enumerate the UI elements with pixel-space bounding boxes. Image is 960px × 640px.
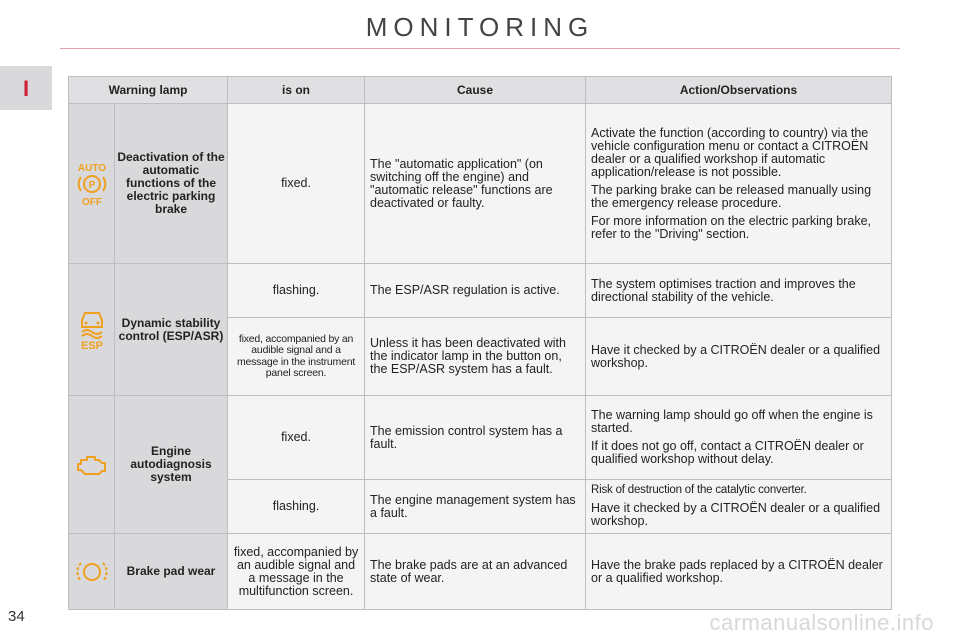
cause-brake-pad: The brake pads are at an advanced state of wear. xyxy=(365,534,586,610)
header-cause: Cause xyxy=(365,77,586,104)
cause-esp-flashing: The ESP/ASR regulation is active. xyxy=(365,264,586,318)
page-number: 34 xyxy=(8,608,25,625)
action-engine-flashing xyxy=(586,480,892,534)
brake-pad-icon xyxy=(69,534,115,610)
table-row xyxy=(69,104,892,264)
is-on-parking-brake: fixed. xyxy=(228,104,365,264)
action-paragraph: Activate the function (according to country) via the vehicle configuration menu or contact a CITROËN dealer or a qualified workshop if automatic application/release is not possible. xyxy=(591,125,869,179)
page-title: MONITORING xyxy=(365,12,595,42)
section-tab-label: I xyxy=(22,76,30,101)
lamp-name-engine: Engine autodiagnosis system xyxy=(115,396,228,534)
table-header-row xyxy=(69,77,892,104)
auto-parking-brake-off-icon xyxy=(69,104,115,264)
esp-icon xyxy=(69,264,115,396)
svg-text:AUTO: AUTO xyxy=(77,162,106,174)
header-is-on: is on xyxy=(228,77,365,104)
lamp-name-esp: Dynamic stability control (ESP/ASR) xyxy=(115,264,228,396)
is-on-brake-pad: fixed, accompanied by an audible signal and a message in the multifunction screen. xyxy=(228,534,365,610)
is-on-esp-flashing: flashing. xyxy=(228,264,365,318)
engine-icon xyxy=(69,396,115,534)
cause-esp-fixed: Unless it has been deactivated with the indicator lamp in the button on, the ESP/ASR system has a fault. xyxy=(365,318,586,396)
table-row xyxy=(69,534,892,610)
header-warning-lamp: Warning lamp xyxy=(69,77,228,104)
action-engine-fixed xyxy=(586,396,892,480)
svg-text:OFF: OFF xyxy=(81,196,102,207)
lamp-name-brake-pad: Brake pad wear xyxy=(115,534,228,610)
action-parking-brake xyxy=(586,104,892,264)
watermark: carmanualsonline.info xyxy=(709,610,934,635)
is-on-esp-fixed: fixed, accompanied by an audible signal and a message in the instrument panel screen. xyxy=(228,318,365,396)
action-paragraph: Have it checked by a CITROËN dealer or a qualified workshop. xyxy=(591,500,881,528)
svg-text:ESP: ESP xyxy=(80,339,103,350)
action-esp-flashing: The system optimises traction and improves the directional stability of the vehicle. xyxy=(586,264,892,318)
action-paragraph: Risk of destruction of the catalytic converter. xyxy=(591,484,807,497)
cause-engine-flashing: The engine management system has a fault. xyxy=(365,480,586,534)
table-row xyxy=(69,396,892,480)
action-paragraph: The parking brake can be released manually using the emergency release procedure. xyxy=(591,182,872,210)
warning-lamp-table xyxy=(68,76,892,610)
svg-text:P: P xyxy=(88,179,95,191)
is-on-engine-fixed: fixed. xyxy=(228,396,365,480)
action-paragraph: The warning lamp should go off when the engine is started. xyxy=(591,408,873,435)
action-paragraph: If it does not go off, contact a CITROËN dealer or qualified workshop without delay. xyxy=(591,439,864,466)
section-tab[interactable] xyxy=(0,66,52,110)
title-divider xyxy=(60,48,900,49)
cause-engine-fixed: The emission control system has a fault. xyxy=(365,396,586,480)
lamp-name-parking-brake: Deactivation of the automatic functions of the electric parking brake xyxy=(115,104,228,264)
action-esp-fixed: Have it checked by a CITROËN dealer or a qualified workshop. xyxy=(586,318,892,396)
action-brake-pad: Have the brake pads replaced by a CITROËN dealer or a qualified workshop. xyxy=(586,534,892,610)
table-row xyxy=(69,264,892,318)
cause-parking-brake: The "automatic application" (on switching off the engine) and "automatic release" functions are deactivated or faulty. xyxy=(365,104,586,264)
header-action: Action/Observations xyxy=(586,77,892,104)
action-paragraph: For more information on the electric parking brake, refer to the "Driving" section. xyxy=(591,213,872,241)
is-on-engine-flashing: flashing. xyxy=(228,480,365,534)
